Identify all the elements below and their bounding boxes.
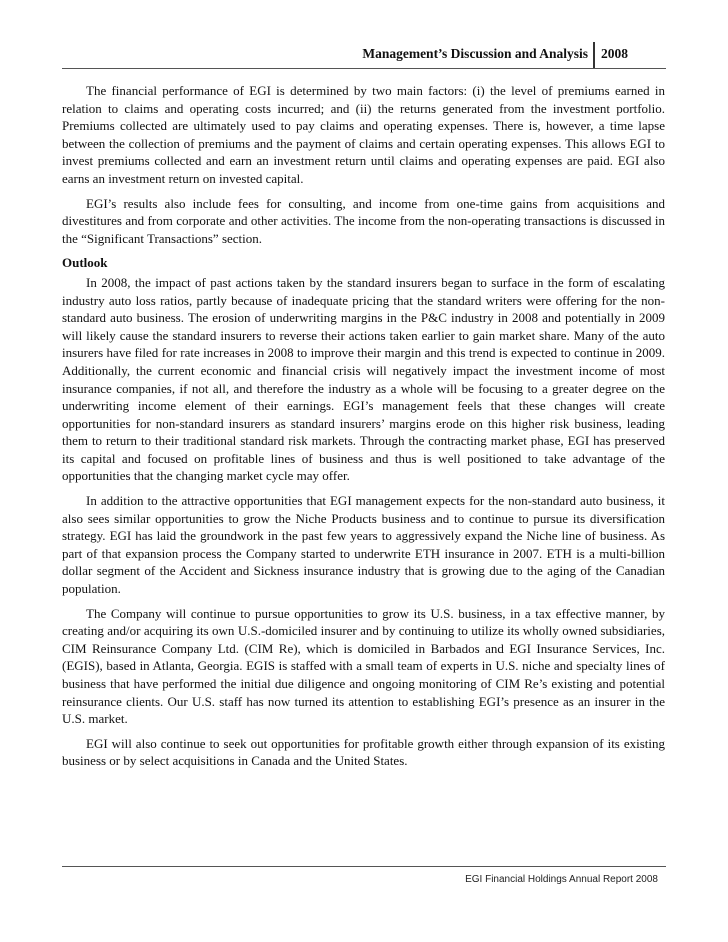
page-header	[62, 38, 666, 69]
header-title: Management’s Discussion and Analysis	[362, 46, 588, 61]
header-year: 2008	[601, 46, 628, 61]
header-divider	[593, 42, 595, 68]
footer-rule	[62, 866, 666, 867]
footer-text: EGI Financial Holdings Annual Report 2008	[465, 874, 658, 885]
document-body	[62, 82, 665, 777]
intro-paragraph: EGI’s results also include fees for consulting, and income from one-time gains from acquisitions and divestitures and from corporate and other activities. The income from the non-operating transactions is discussed in the “Significant Transactions” section.	[62, 195, 665, 246]
outlook-paragraph: In 2008, the impact of past actions taken by the standard insurers began to surface in the form of escalating industry auto loss ratios, partly because of inadequate pricing that the standard writers were offering for the non-standard auto business. The erosion of underwriting margins in the P&C industry in 2008 and potentially in 2009 will likely cause the standard insurers to reverse their actions taken earlier to gain market share. Many of the auto insurers have filed for rate increases in 2008 to improve their margin and this trend is expected to continue in 2009. Additionally, the current economic and financial crisis will negatively impact the investment income of most insurance companies, if not all, and therefore the industry as a whole will be focusing to a greater degree on the underwriting income element of their earnings. EGI’s management feels that these changes will create opportunities for non-standard insurers as standard insurers’ margins erode on this higher risk business, leading them to return to their traditional standard risk markets. Through the contracting market phase, EGI has preserved its capital and focused on profitable lines of business and thus is well positioned to take advantage of the opportunities that the changing market cycle may offer.	[62, 274, 665, 484]
section-heading-outlook: Outlook	[62, 255, 108, 271]
outlook-paragraph: In addition to the attractive opportunities that EGI management expects for the non-standard auto business, it also sees similar opportunities to grow the Niche Products business and to continue to pursue its diversification strategy. EGI has laid the groundwork in the past few years to aggressively expand the Niche line of business. As part of that expansion process the Company started to underwrite ETH insurance in 2007. ETH is a multi-billion dollar segment of the Accident and Sickness insurance industry that is growing due to the aging of the Canadian population.	[62, 493, 665, 597]
intro-paragraph: The financial performance of EGI is determined by two main factors: (i) the level of premiums earned in relation to claims and operating costs incurred; and (ii) the returns generated from the investment portfolio. Premiums collected are ultimately used to pay claims and operating expenses. There is, however, a time lapse between the collection of premiums and the payment of claims and certain operating expenses. This allows EGI to invest premiums collected and earn an investment return until claims and operating expenses are paid. EGI also earns an investment return on invested capital.	[62, 83, 665, 186]
outlook-paragraph: EGI will also continue to seek out opportunities for profitable growth either through expansion of its existing business or by select acquisitions in Canada and the United States.	[62, 735, 665, 769]
outlook-paragraph: The Company will continue to pursue opportunities to grow its U.S. business, in a tax effective manner, by creating and/or acquiring its own U.S.-domiciled insurer and by continuing to utilize its wholly owned subsidiaries, CIM Reinsurance Company Ltd. (CIM Re), which is domiciled in Barbados and EGI Insurance Services, Inc. (EGIS), based in Atlanta, Georgia. EGIS is staffed with a small team of experts in U.S. niche and specialty lines of business that have performed the initial due diligence and ongoing monitoring of CIM Re’s existing and potential reinsurance clients. Our U.S. staff has now turned its attention to establishing EGI’s presence as an insurer in the U.S. market.	[62, 605, 665, 727]
